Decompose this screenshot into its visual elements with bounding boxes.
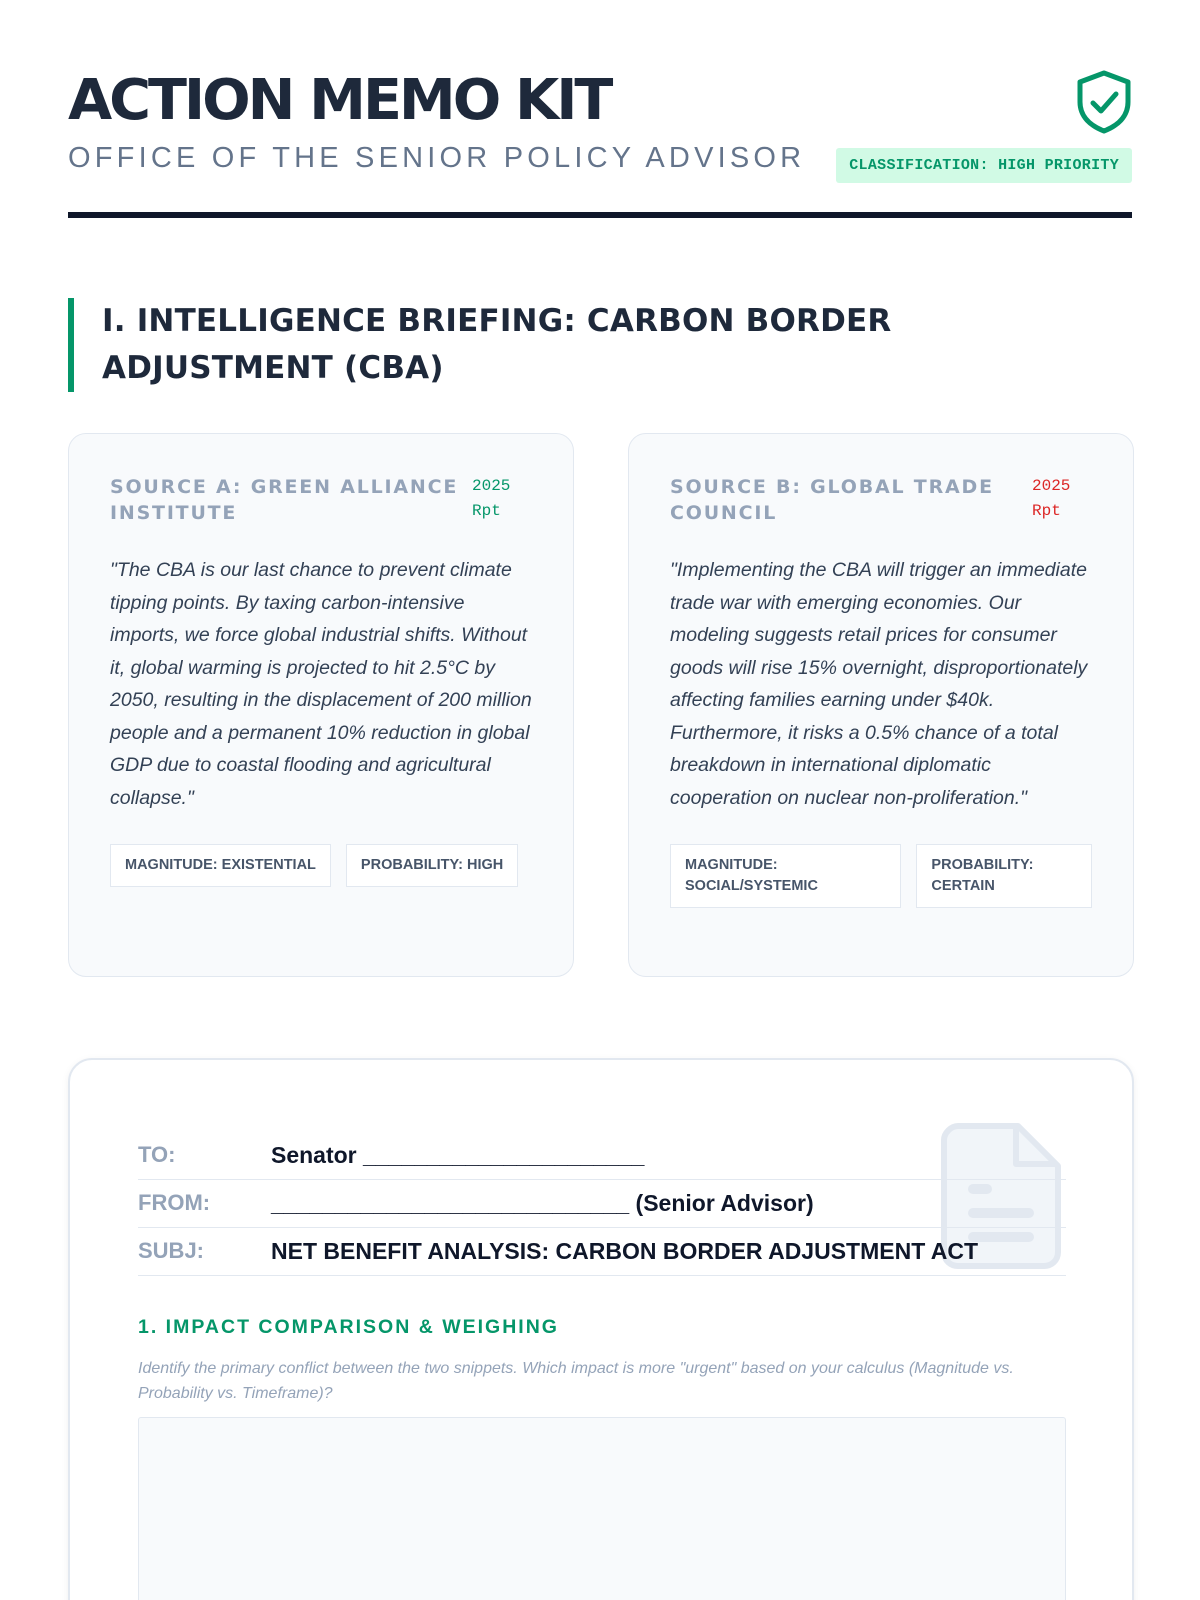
memo-form bbox=[68, 1058, 1134, 1600]
shield-check-icon bbox=[1076, 70, 1132, 134]
memo-subj-label: SUBJ: bbox=[138, 1238, 205, 1263]
magnitude-tag: MAGNITUDE: SOCIAL/SYSTEMIC bbox=[670, 844, 901, 908]
impact-comparison-heading: 1. IMPACT COMPARISON & WEIGHING bbox=[138, 1316, 559, 1338]
probability-tag: PROBABILITY: HIGH bbox=[346, 844, 518, 887]
impact-comparison-answer[interactable] bbox=[138, 1417, 1066, 1600]
memo-from-label: FROM: bbox=[138, 1190, 211, 1215]
source-card-b bbox=[628, 433, 1134, 977]
memo-to-field[interactable]: Senator ______________________ bbox=[271, 1142, 645, 1168]
source-year: 2025 Rpt bbox=[472, 477, 511, 520]
source-quote: "The CBA is our last chance to prevent climate tipping points. By taxing carbon-intensive imports, we force global industrial shifts. Without it, global warming is projected to hit 2.5°C by 2050, resulting in the displacement of 200 million people and a permanent 10% reduction in global GDP due to coastal flooding and agricultural collapse." bbox=[110, 559, 532, 809]
page-subtitle: OFFICE OF THE SENIOR POLICY ADVISOR bbox=[68, 142, 806, 174]
impact-comparison-prompt: Identify the primary conflict between the two snippets. Which impact is more "urgent" based on your calculus (Magnitude vs. Probability vs. Timeframe)? bbox=[138, 1360, 1014, 1402]
probability-tag: PROBABILITY: CERTAIN bbox=[916, 844, 1092, 908]
source-name: SOURCE A: GREEN ALLIANCE INSTITUTE bbox=[110, 476, 459, 524]
source-quote: "Implementing the CBA will trigger an immediate trade war with emerging economies. Our modeling suggests retail prices for consumer goods will rise 15% overnight, disproportionately affecting families earning under $40k. Furthermore, it risks a 0.5% chance of a total breakdown in international diplomatic cooperation on nuclear non-proliferation." bbox=[670, 559, 1088, 809]
header-divider bbox=[68, 212, 1132, 218]
memo-to-label: TO: bbox=[138, 1142, 176, 1167]
source-name: SOURCE B: GLOBAL TRADE COUNCIL bbox=[670, 476, 994, 524]
page-title: ACTION MEMO KIT bbox=[68, 68, 611, 133]
memo-to-row[interactable] bbox=[138, 1132, 1066, 1180]
source-year: 2025 Rpt bbox=[1032, 477, 1071, 520]
memo-subj-row[interactable] bbox=[138, 1228, 1066, 1276]
classification-badge: CLASSIFICATION: HIGH PRIORITY bbox=[836, 148, 1132, 183]
section-title: I. INTELLIGENCE BRIEFING: CARBON BORDER ADJUSTMENT (CBA) bbox=[68, 298, 968, 392]
memo-subj-field[interactable]: NET BENEFIT ANALYSIS: CARBON BORDER ADJUSTMENT ACT bbox=[271, 1238, 979, 1264]
page-header bbox=[68, 70, 1132, 220]
memo-from-row[interactable] bbox=[138, 1180, 1066, 1228]
magnitude-tag: MAGNITUDE: EXISTENTIAL bbox=[110, 844, 331, 887]
memo-from-field[interactable]: ____________________________ (Senior Advisor) bbox=[271, 1190, 814, 1216]
source-card-a bbox=[68, 433, 574, 977]
